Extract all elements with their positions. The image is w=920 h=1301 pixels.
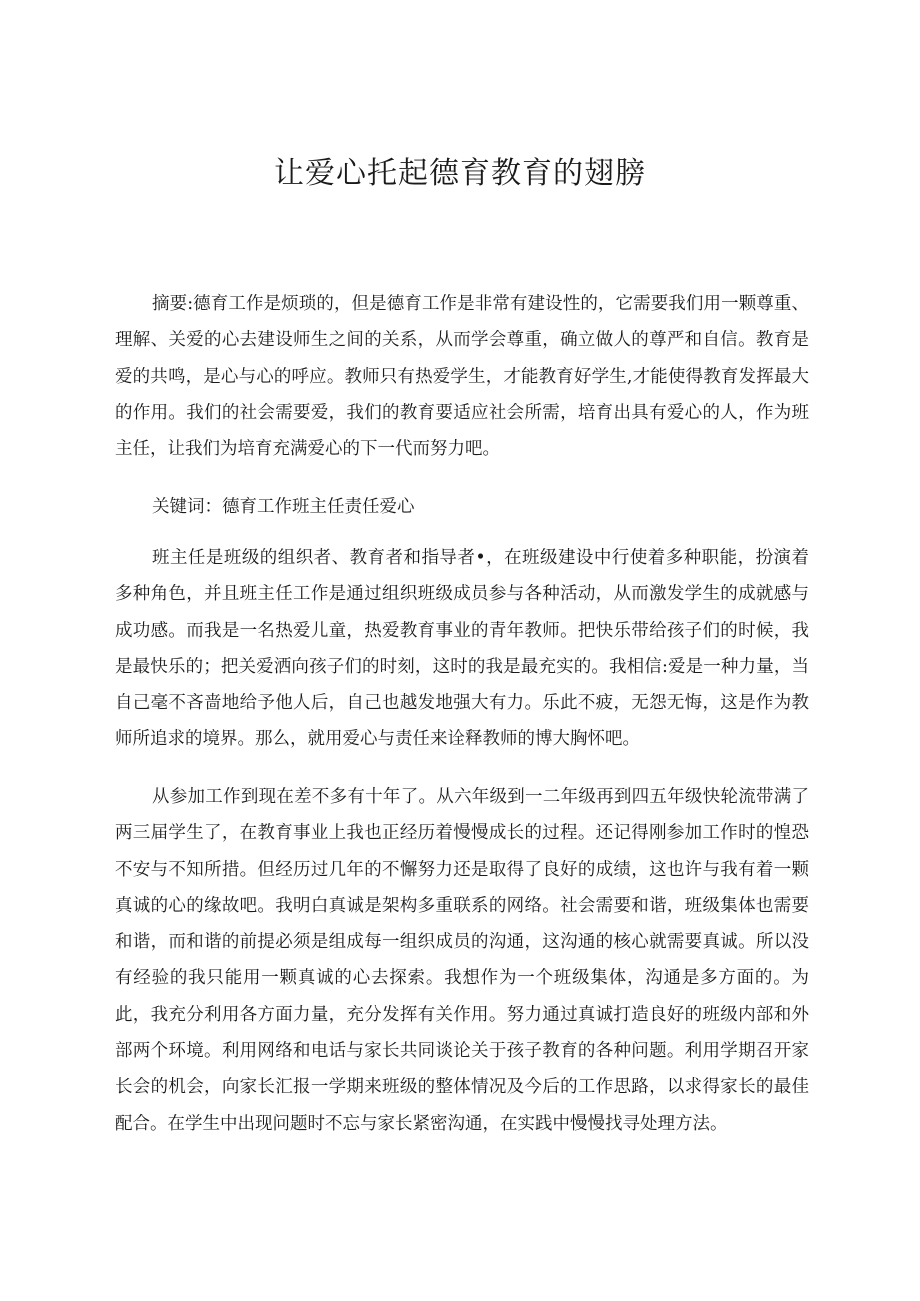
body-paragraph: 班主任是班级的组织者、教育者和指导者•，在班级建设中行使着多种职能，扮演着多种角色，并且班主任工作是通过组织班级成员参与各种活动，从而激发学生的成就感与成功感。而我是一名热爱儿童，热爱教育事业的青年教师。把快乐带给孩子们的时候，我是最快乐的；把关爱洒向孩子们的时刻，这时的我是最充实的。我相信:爱是一种力量，当自己毫不吝啬地给予他人后，自己也越发地强大有力。乐此不疲，无怨无悔，这是作为教师所追求的境界。那么，就用爱心与责任来诠释教师的博大胸怀吧。	[115, 548, 809, 750]
abstract-paragraph: 摘要:德育工作是烦琐的，但是德育工作是非常有建设性的，它需要我们用一颗尊重、理解、关爱的心去建设师生之间的关系，从而学会尊重，确立做人的尊严和自信。教育是爱的共鸣，是心与心的呼应。教师只有热爱学生，才能教育好学生,才能使得教育发挥最大的作用。我们的社会需要爱，我们的教育要适应社会所需，培育出具有爱心的人，作为班主任，让我们为培育充满爱心的下一代而努力吧。	[115, 294, 809, 460]
body-paragraph: 从参加工作到现在差不多有十年了。从六年级到一二年级再到四五年级快轮流带满了两三届学生了，在教育事业上我也正经历着慢慢成长的过程。还记得刚参加工作时的惶恐不安与不知所措。但经历过几年的不懈努力还是取得了良好的成绩，这也许与我有着一颗真诚的心的缘故吧。我明白真诚是架构多重联系的网络。社会需要和谐，班级集体也需要和谐，而和谐的前提必须是组成每一组织成员的沟通，这沟通的核心就需要真诚。所以没有经验的我只能用一颗真诚的心去探索。我想作为一个班级集体，沟通是多方面的。为此，我充分利用各方面力量，充分发挥有关作用。努力通过真诚打造良好的班级内部和外部两个环境。利用网络和电话与家长共同谈论关于孩子教育的各种问题。利用学期召开家长会的机会，向家长汇报一学期来班级的整体情况及今后的工作思路，以求得家长的最佳配合。在学生中出现问题时不忘与家长紧密沟通，在实践中慢慢找寻处理方法。	[115, 787, 809, 1134]
keywords-line: 关键词：德育工作班主任责任爱心	[152, 497, 415, 517]
document-title: 让爱心托起德育教育的翅膀	[274, 156, 646, 191]
